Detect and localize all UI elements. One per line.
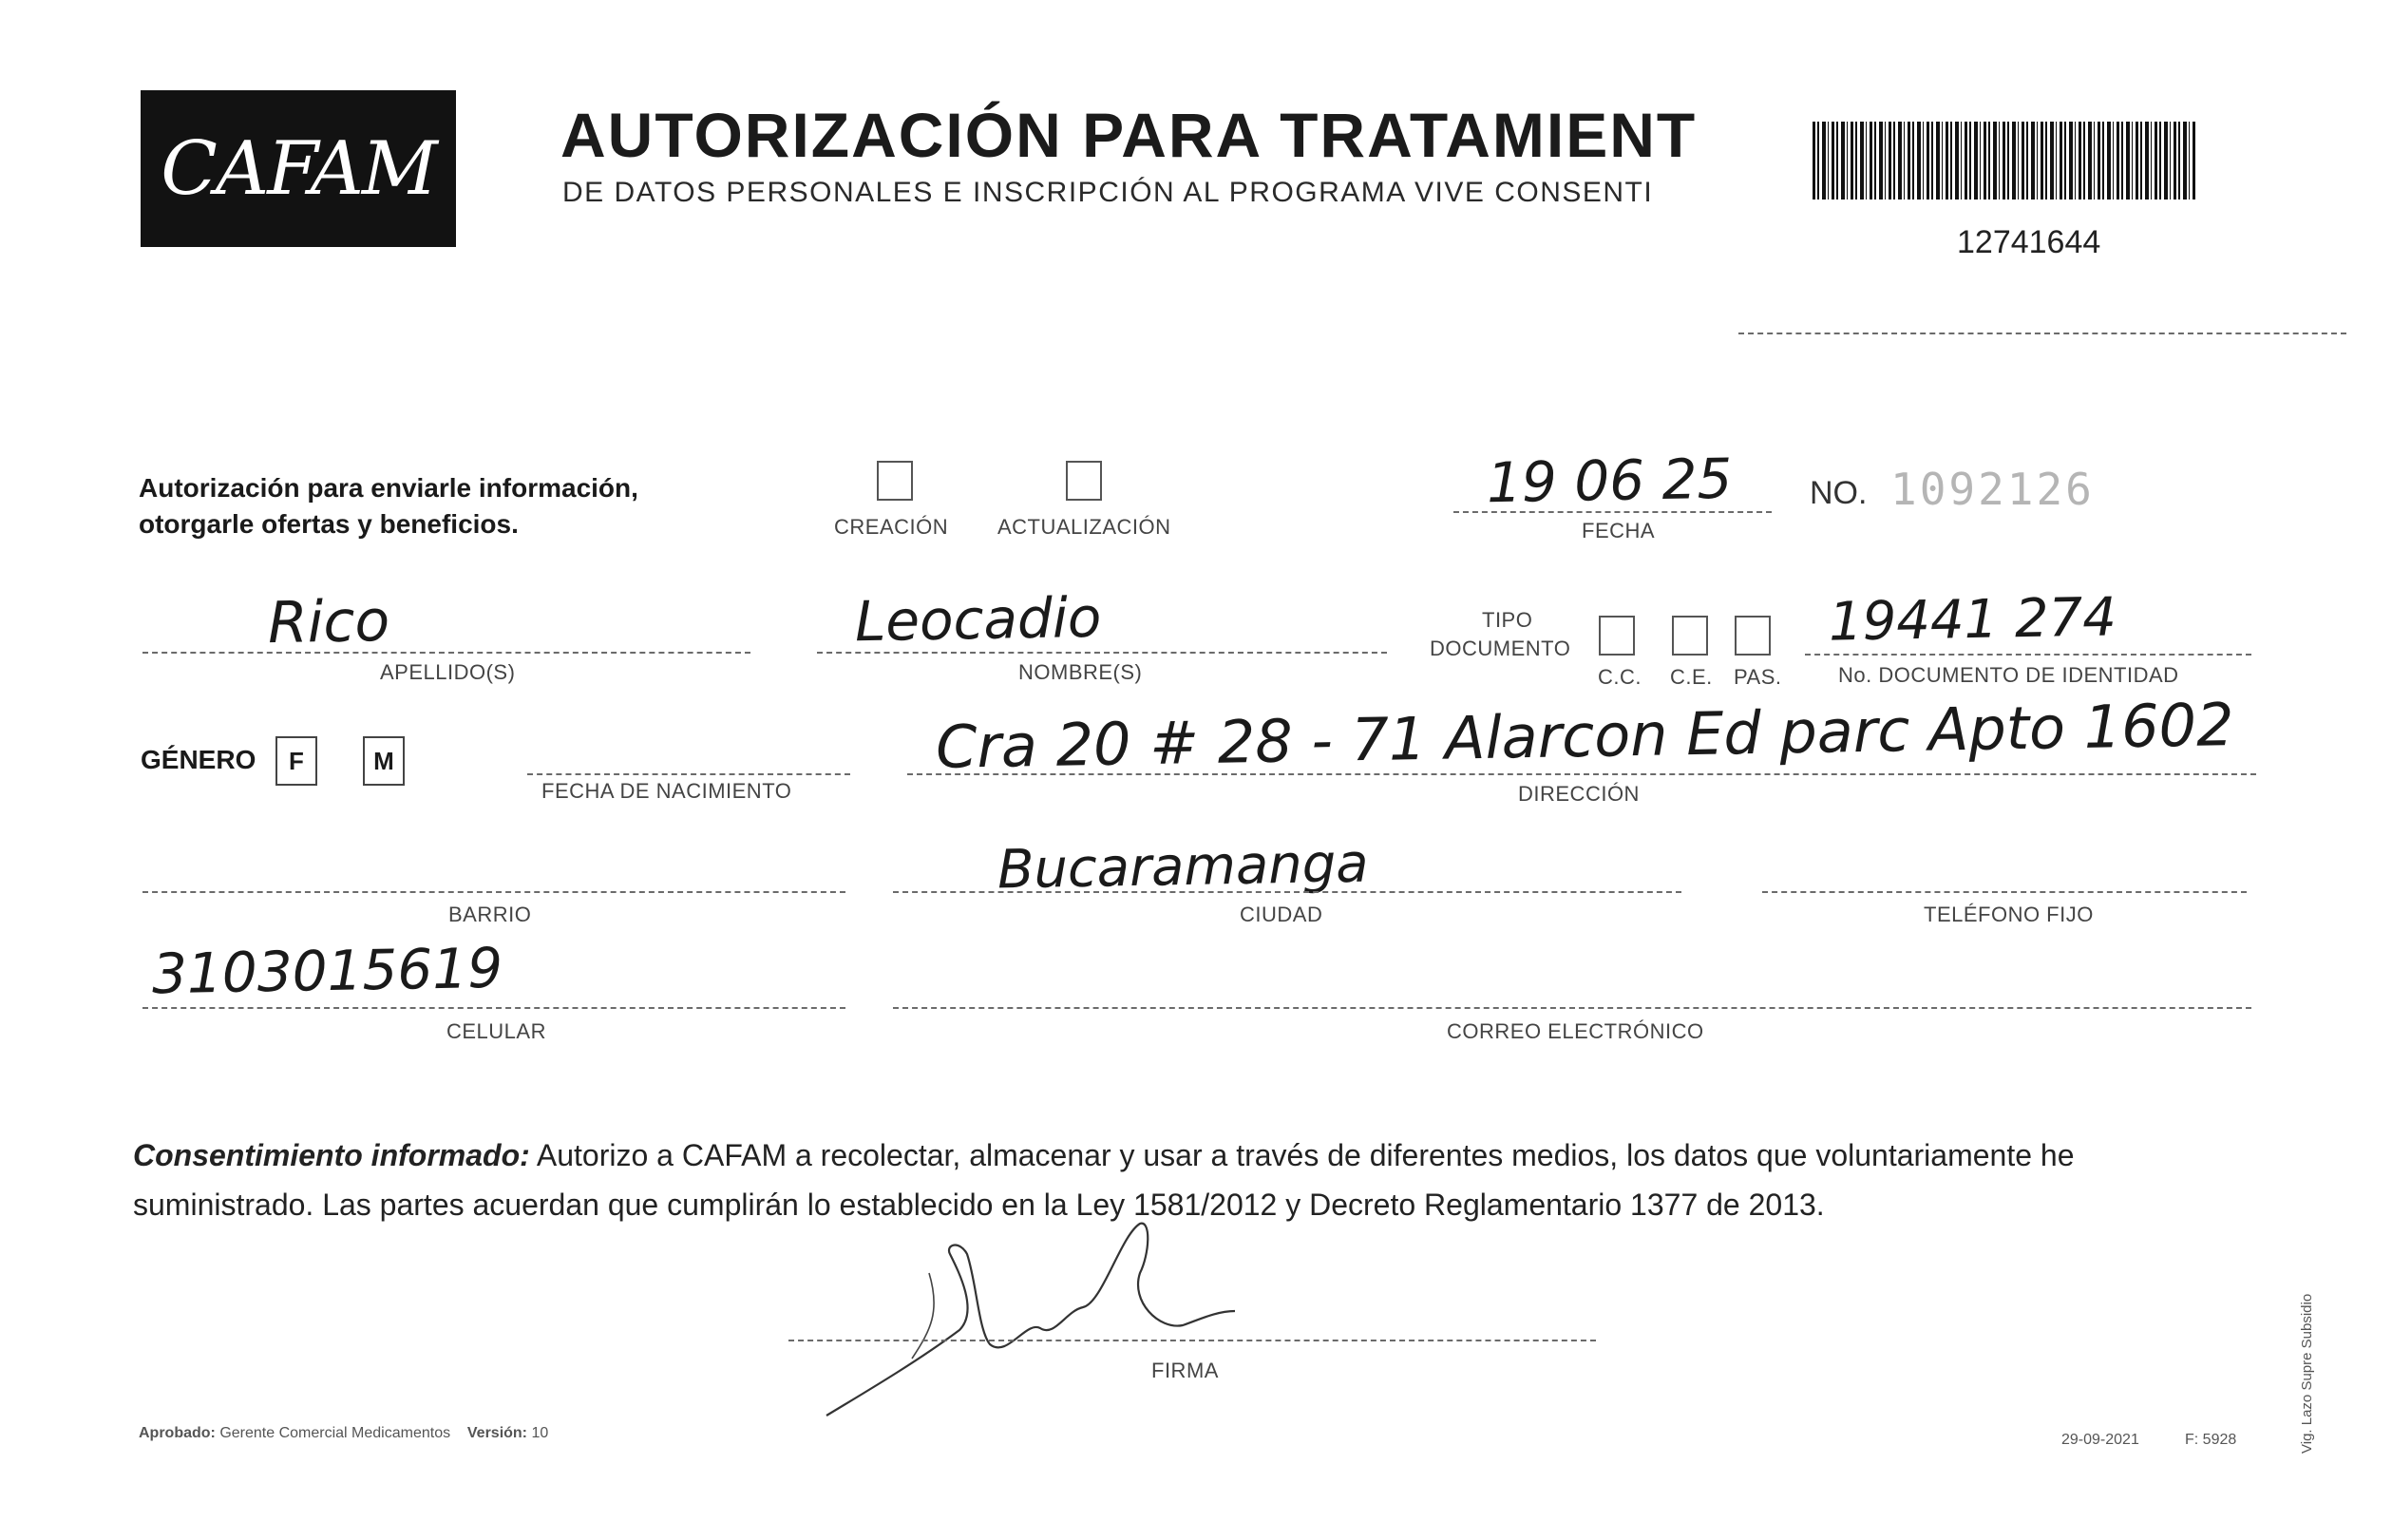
doc-line	[1805, 654, 2251, 656]
direccion-value: Cra 20 # 28 - 71 Alarcon Ed parc Apto 1602	[935, 690, 2235, 782]
consent-text: Autorizo a CAFAM a recolectar, almacenar y usar a través de diferentes medios, los datos que voluntariamente he suministrado. Las partes acuerdan que cumplirán lo establecido en la Ley 1581/2012 y Decreto Reglamentario 1377 de 2013.	[133, 1138, 2075, 1222]
barrio-label: BARRIO	[448, 903, 532, 926]
correo-label: CORREO ELECTRÓNICO	[1447, 1019, 1704, 1043]
ciudad-line	[893, 891, 1681, 893]
consent-paragraph	[133, 1131, 2261, 1229]
intro-text-line2: otorgarle ofertas y beneficios.	[139, 509, 519, 539]
telefono-label: TELÉFONO FIJO	[1924, 903, 2094, 926]
nombre-label: NOMBRE(S)	[1018, 660, 1143, 684]
doc-label: No. DOCUMENTO DE IDENTIDAD	[1838, 663, 2179, 687]
apellido-label: APELLIDO(S)	[380, 660, 516, 684]
intro-text-line1: Autorización para enviarle información,	[139, 473, 638, 503]
consent-heading: Consentimiento informado:	[133, 1138, 530, 1172]
aprobado-value: Gerente Comercial Medicamentos	[219, 1425, 451, 1441]
creacion-label: CREACIÓN	[834, 515, 949, 539]
footer-date: 29-09-2021	[2061, 1432, 2139, 1448]
ciudad-label: CIUDAD	[1240, 903, 1323, 926]
apellido-line	[142, 652, 750, 654]
doc-value: 19441 274	[1828, 586, 2117, 654]
barcode-number: 12741644	[1957, 224, 2101, 260]
direccion-label: DIRECCIÓN	[1518, 782, 1640, 806]
fecha-line	[1453, 511, 1772, 513]
direccion-line	[907, 773, 2256, 775]
pas-label: PAS.	[1734, 665, 1782, 689]
header-dashed-line	[1738, 333, 2346, 334]
genero-f-box[interactable]: F	[275, 736, 317, 786]
no-label: NO.	[1810, 475, 1868, 511]
version-label: Versión:	[466, 1425, 528, 1441]
celular-line	[142, 1007, 845, 1009]
celular-value: 3103015619	[151, 935, 503, 1007]
aprobado-label: Aprobado:	[139, 1425, 216, 1441]
form-title: AUTORIZACIÓN PARA TRATAMIENT	[560, 100, 1698, 170]
correo-line	[893, 1007, 2251, 1009]
footer-vertical-text: Vig. Lazo Supre Subsidio	[2299, 1293, 2315, 1454]
firma-label: FIRMA	[1151, 1359, 1219, 1382]
signature-drawing	[817, 1216, 1254, 1435]
tipo-label: TIPO	[1482, 608, 1533, 632]
documento-label: DOCUMENTO	[1430, 637, 1571, 660]
cc-label: C.C.	[1598, 665, 1642, 689]
genero-label: GÉNERO	[141, 745, 256, 774]
pas-checkbox[interactable]	[1735, 616, 1771, 656]
barcode	[1813, 122, 2197, 200]
form-subtitle: DE DATOS PERSONALES E INSCRIPCIÓN AL PROGRAMA VIVE CONSENTI	[562, 177, 1654, 208]
cc-checkbox[interactable]	[1599, 616, 1635, 656]
nombre-line	[817, 652, 1387, 654]
footer-approval	[139, 1425, 548, 1442]
actualizacion-label: ACTUALIZACIÓN	[997, 515, 1171, 539]
nacimiento-label: FECHA DE NACIMIENTO	[541, 779, 792, 803]
telefono-line	[1762, 891, 2247, 893]
fecha-value: 19 06 25	[1486, 446, 1733, 516]
nacimiento-line	[527, 773, 850, 775]
ce-label: C.E.	[1670, 665, 1713, 689]
genero-m-box[interactable]: M	[363, 736, 405, 786]
firma-line	[788, 1340, 1596, 1341]
ciudad-value: Bucaramanga	[997, 832, 1370, 902]
barrio-line	[142, 891, 845, 893]
footer-code: F: 5928	[2185, 1432, 2237, 1448]
actualizacion-checkbox[interactable]	[1066, 461, 1102, 501]
logo-text: CAFAM	[161, 125, 436, 212]
nombre-value: Leocadio	[854, 584, 1102, 655]
creacion-checkbox[interactable]	[877, 461, 913, 501]
ce-checkbox[interactable]	[1672, 616, 1708, 656]
fecha-label: FECHA	[1582, 519, 1656, 542]
apellido-value: Rico	[267, 587, 390, 657]
celular-label: CELULAR	[446, 1019, 546, 1043]
version-value: 10	[531, 1425, 549, 1441]
no-value: 1092126	[1890, 464, 2095, 515]
cafam-logo	[141, 90, 456, 247]
